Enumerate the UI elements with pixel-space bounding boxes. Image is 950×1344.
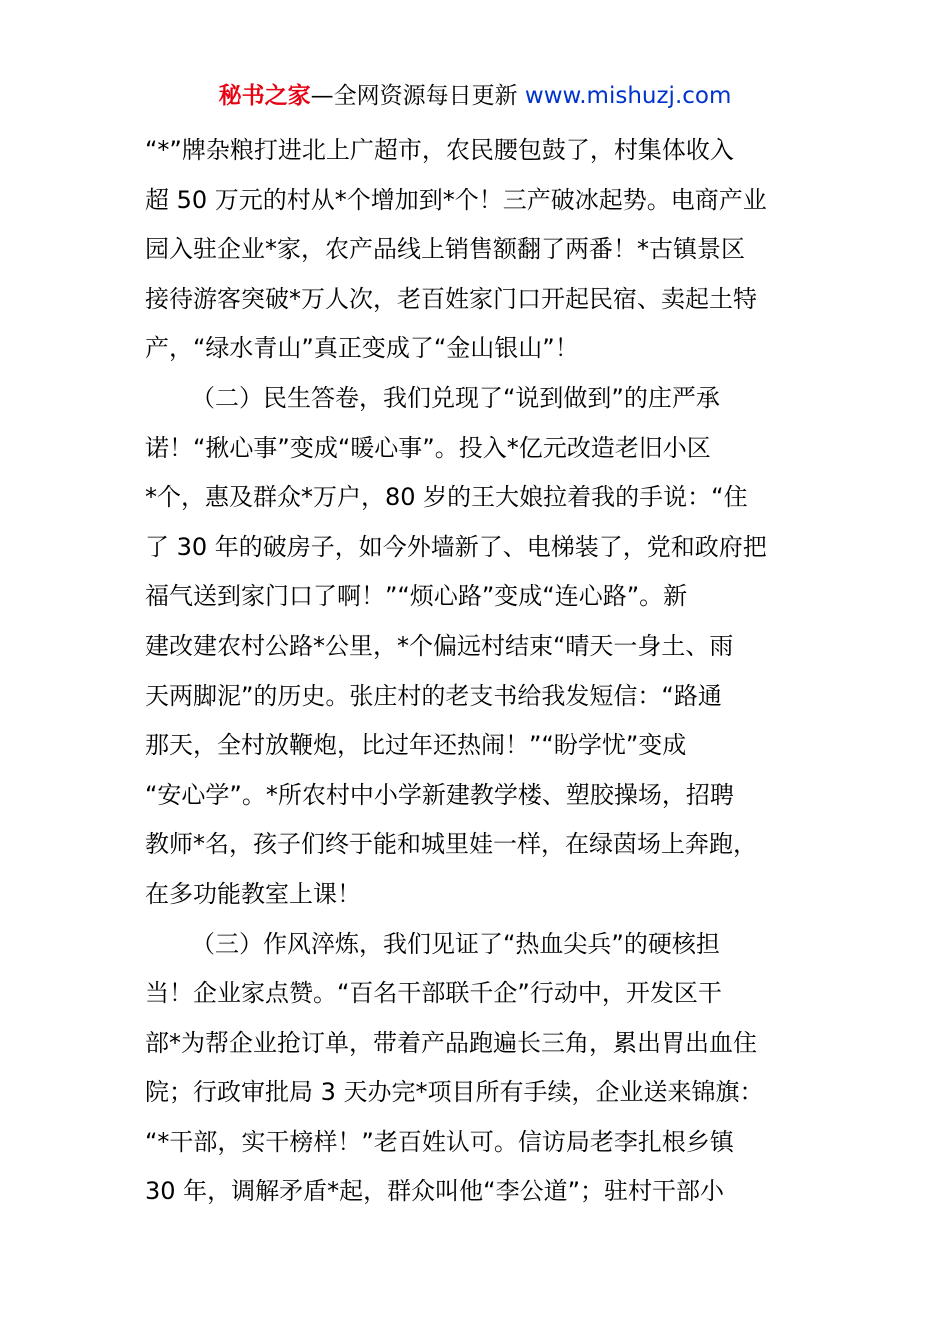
brand-name: 秘书之家 — [218, 83, 311, 109]
text-line: *个，惠及群众*万户，80 岁的王大娘拉着我的手说：“住 — [145, 483, 748, 512]
page-header — [0, 80, 950, 112]
text-line: 建改建农村公路*公里，*个偏远村结束“晴天一身土、雨 — [145, 631, 734, 660]
text-line: “*干部，实干榜样！”老百姓认可。信访局老李扎根乡镇 — [145, 1127, 734, 1156]
section-heading-line: （二）民生答卷，我们兑现了“说到做到”的庄严承 — [191, 383, 720, 412]
header-slogan: —全网资源每日更新 — [310, 83, 525, 109]
website-link[interactable]: www.mishuzj.com — [524, 83, 732, 109]
text-line: 福气送到家门口了啊！”“烦心路”变成“连心路”。新 — [145, 582, 688, 611]
text-line: 诺！“揪心事”变成“暖心事”。投入*亿元改造老旧小区 — [145, 433, 711, 462]
text-line: 那天，全村放鞭炮，比过年还热闹！”“盼学忧”变成 — [145, 731, 687, 760]
text-line: “*”牌杂粮打进北上广超市，农民腰包鼓了，村集体收入 — [145, 136, 734, 164]
text-line: 接待游客突破*万人次，老百姓家门口开起民宿、卖起土特 — [145, 284, 757, 313]
text-line: 天两脚泥”的历史。张庄村的老支书给我发短信：“路通 — [145, 681, 722, 710]
text-line: 园入驻企业*家，农产品线上销售额翻了两番！*古镇景区 — [145, 235, 745, 264]
text-line: 在多功能教室上课！ — [145, 879, 361, 908]
section-heading-line: （三）作风淬炼，我们见证了“热血尖兵”的硬核担 — [191, 929, 720, 958]
text-line: 院；行政审批局 3 天办完*项目所有手续，企业送来锦旗： — [145, 1078, 764, 1107]
text-line: 30 年，调解矛盾*起，群众叫他“李公道”；驻村干部小 — [145, 1177, 725, 1206]
text-line: 部*为帮企业抢订单，带着产品跑遍长三角，累出胃出血住 — [145, 1028, 757, 1057]
text-line: 当！企业家点赞。“百名干部联千企”行动中，开发区干 — [145, 979, 722, 1008]
document-body — [145, 126, 807, 1217]
text-line: 了 30 年的破房子，如今外墙新了、电梯装了，党和政府把 — [145, 532, 767, 561]
text-line: 教师*名，孩子们终于能和城里娃一样，在绿茵场上奔跑， — [145, 830, 757, 859]
text-line: 产，“绿水青山”真正变成了“金山银山”！ — [145, 334, 579, 363]
text-line: 超 50 万元的村从*个增加到*个！三产破冰起势。电商产业 — [145, 185, 767, 214]
text-line: “安心学”。*所农村中小学新建教学楼、塑胶操场，招聘 — [145, 780, 734, 809]
